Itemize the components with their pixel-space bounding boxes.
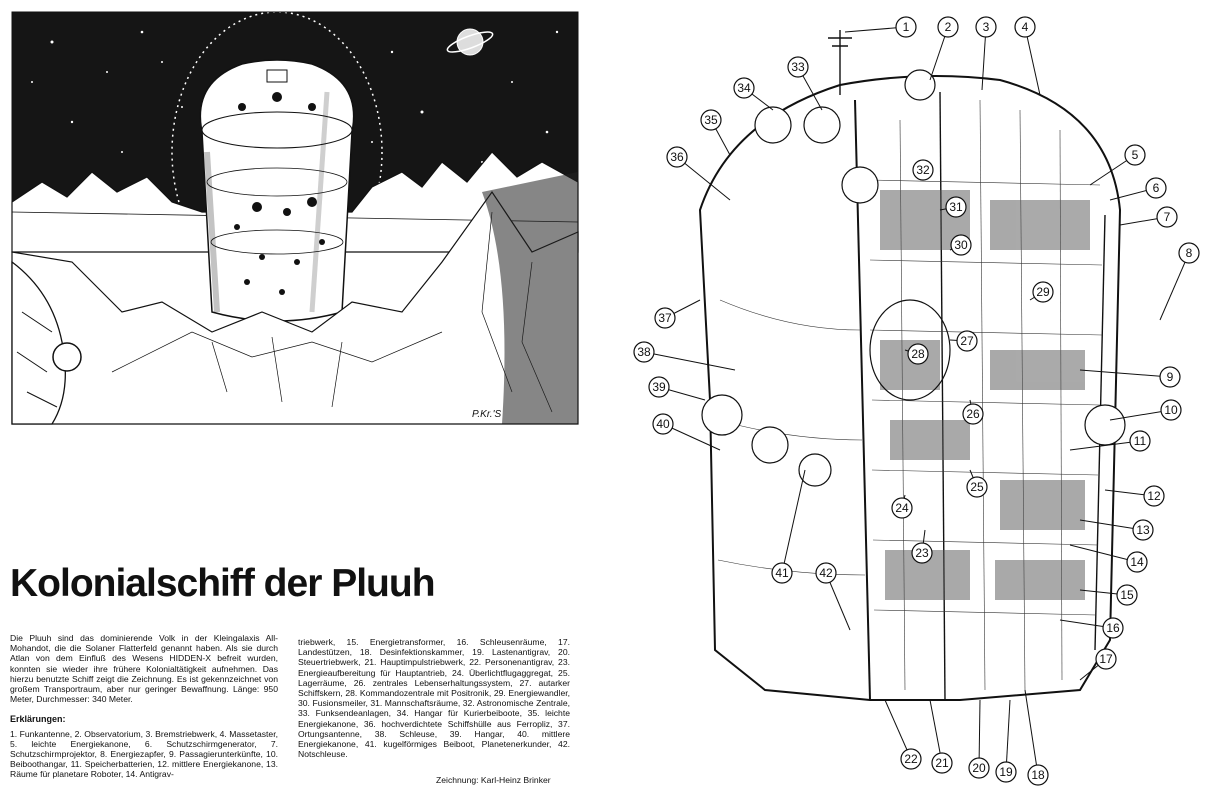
callout-4 xyxy=(1015,17,1040,95)
explanations-part-2: triebwerk, 15. Energietransformer, 16. Schleusenräume, 17. Landestützen, 18. Desinfektionskammer, 19. Lastenantigrav, 20. Steuertriebwerk, 21. Hauptimpulstriebwerk, 22. Personenantigrav, 23. Energieaufbereitung für Hauptantrieb, 24. Überlichtflugaggregat, 25. Lagerräume, 26. zentrales Lebenserhaltungssystem, 27. autarker Schiffskern, 28. Kommandozentrale mit Positronik, 29. Energiewandler, 30. Fusionsmeiler, 31. Mannschaftsräume, 32. Astronomische Zentrale, 33. Funksendeanlagen, 34. Hangar für Kurierbeiboote, 35. leichte Energiekanone, 36. hochverdichtete Schiffshülle aus Ferropliz, 37. Ortungsantenne, 38. Schleuse, 39. Hangar, 40. mittlere Energiekanone, 41. kugelförmiges Beiboot, Planetenerkunder, 42. Notschleuse. xyxy=(298,637,570,760)
callout-number: 34 xyxy=(737,81,751,95)
callout-number: 28 xyxy=(911,347,925,361)
callout-number: 22 xyxy=(904,752,918,766)
callout-number: 13 xyxy=(1136,523,1150,537)
callout-7 xyxy=(1120,207,1177,227)
article-title: Kolonialschiff der Pluuh xyxy=(10,562,435,605)
callout-number: 41 xyxy=(775,566,789,580)
callout-number: 19 xyxy=(999,765,1013,779)
callout-number: 2 xyxy=(944,20,952,34)
explanations-heading: Erklärungen: xyxy=(10,714,66,725)
callout-number: 11 xyxy=(1133,434,1147,448)
explanations-part-1: 1. Funkantenne, 2. Observatorium, 3. Bremstriebwerk, 4. Massetaster, 5. leichte Energiekanone, 6. Schutzschirmgenerator, 7. Schutzschirmprojektor, 8. Energiezapfer, 9. Passagierunterkünfte, 10. Beiboothangar, 11. Speicherbatterien, 12. mittlere Energiekanone, 13. Räume für planetare Roboter, 14. Antigrav- xyxy=(10,728,278,780)
ship-cutaway-diagram xyxy=(637,0,1207,802)
callout-number: 27 xyxy=(960,334,974,348)
callout-22 xyxy=(885,700,921,769)
callout-34 xyxy=(734,78,773,110)
text-column-right xyxy=(298,637,570,759)
colony-ship xyxy=(200,60,353,321)
callout-number: 6 xyxy=(1152,181,1160,195)
callout-number: 38 xyxy=(637,345,651,359)
callout-35 xyxy=(701,110,730,155)
callout-number: 15 xyxy=(1120,588,1134,602)
intro-paragraph: Die Pluuh sind das dominierende Volk in der Kleingalaxis All-Mohandot, die die Solaner Flatterfeld genannt haben. Als sie durch Atlan von dem Einfluß des Wesens HIDDEN-X befreit wurden, konnten sie wieder ihre frühere Kolonialtätigkeit aufnehmen. Das hierzu benutzte Schiff zeigt die Zeichnung. Es ist gekennzeichnet von großem Transportraum, aber nur geringer Bewaffnung. Länge: 950 Meter, Durchmesser: 340 Meter. xyxy=(10,633,278,705)
callout-number: 16 xyxy=(1106,621,1120,635)
callout-number: 35 xyxy=(704,113,718,127)
callout-39 xyxy=(649,377,705,400)
callout-number: 23 xyxy=(915,546,929,560)
callout-18 xyxy=(1025,690,1048,785)
callout-number: 3 xyxy=(982,20,990,34)
callout-number: 21 xyxy=(935,756,949,770)
callout-number: 37 xyxy=(658,311,672,325)
callout-number: 18 xyxy=(1031,768,1045,782)
callout-number: 17 xyxy=(1099,652,1113,666)
callout-19 xyxy=(996,700,1016,782)
callout-number: 1 xyxy=(902,20,910,34)
callout-number: 40 xyxy=(656,417,670,431)
ship-landscape-illustration xyxy=(12,12,578,424)
callout-number: 29 xyxy=(1036,285,1050,299)
drawing-credit: Zeichnung: Karl-Heinz Brinker xyxy=(436,775,551,785)
callout-number: 33 xyxy=(791,60,805,74)
callout-number: 10 xyxy=(1164,403,1178,417)
callout-number: 30 xyxy=(954,238,968,252)
callout-number: 39 xyxy=(652,380,666,394)
callout-number: 12 xyxy=(1147,489,1161,503)
callout-37 xyxy=(655,300,700,328)
callout-number: 20 xyxy=(972,761,986,775)
callout-2 xyxy=(930,17,958,80)
callout-20 xyxy=(969,700,989,778)
callout-number: 24 xyxy=(895,501,909,515)
callout-number: 32 xyxy=(916,163,930,177)
callout-number: 36 xyxy=(670,150,684,164)
callout-number: 9 xyxy=(1166,370,1174,384)
callout-number: 31 xyxy=(949,200,963,214)
callout-32 xyxy=(913,160,933,180)
callout-number: 5 xyxy=(1131,148,1139,162)
callout-number: 26 xyxy=(966,407,980,421)
callout-number: 14 xyxy=(1130,555,1144,569)
callout-number: 25 xyxy=(970,480,984,494)
callout-8 xyxy=(1160,243,1199,320)
callout-30 xyxy=(950,235,971,255)
callout-number: 4 xyxy=(1021,20,1029,34)
callout-1 xyxy=(845,17,916,37)
callout-number: 8 xyxy=(1185,246,1193,260)
text-column-left xyxy=(10,633,278,780)
callout-number: 7 xyxy=(1163,210,1171,224)
artist-signature: P.Kr.'S xyxy=(472,409,502,420)
callout-21 xyxy=(930,700,952,773)
callout-number: 42 xyxy=(819,566,833,580)
